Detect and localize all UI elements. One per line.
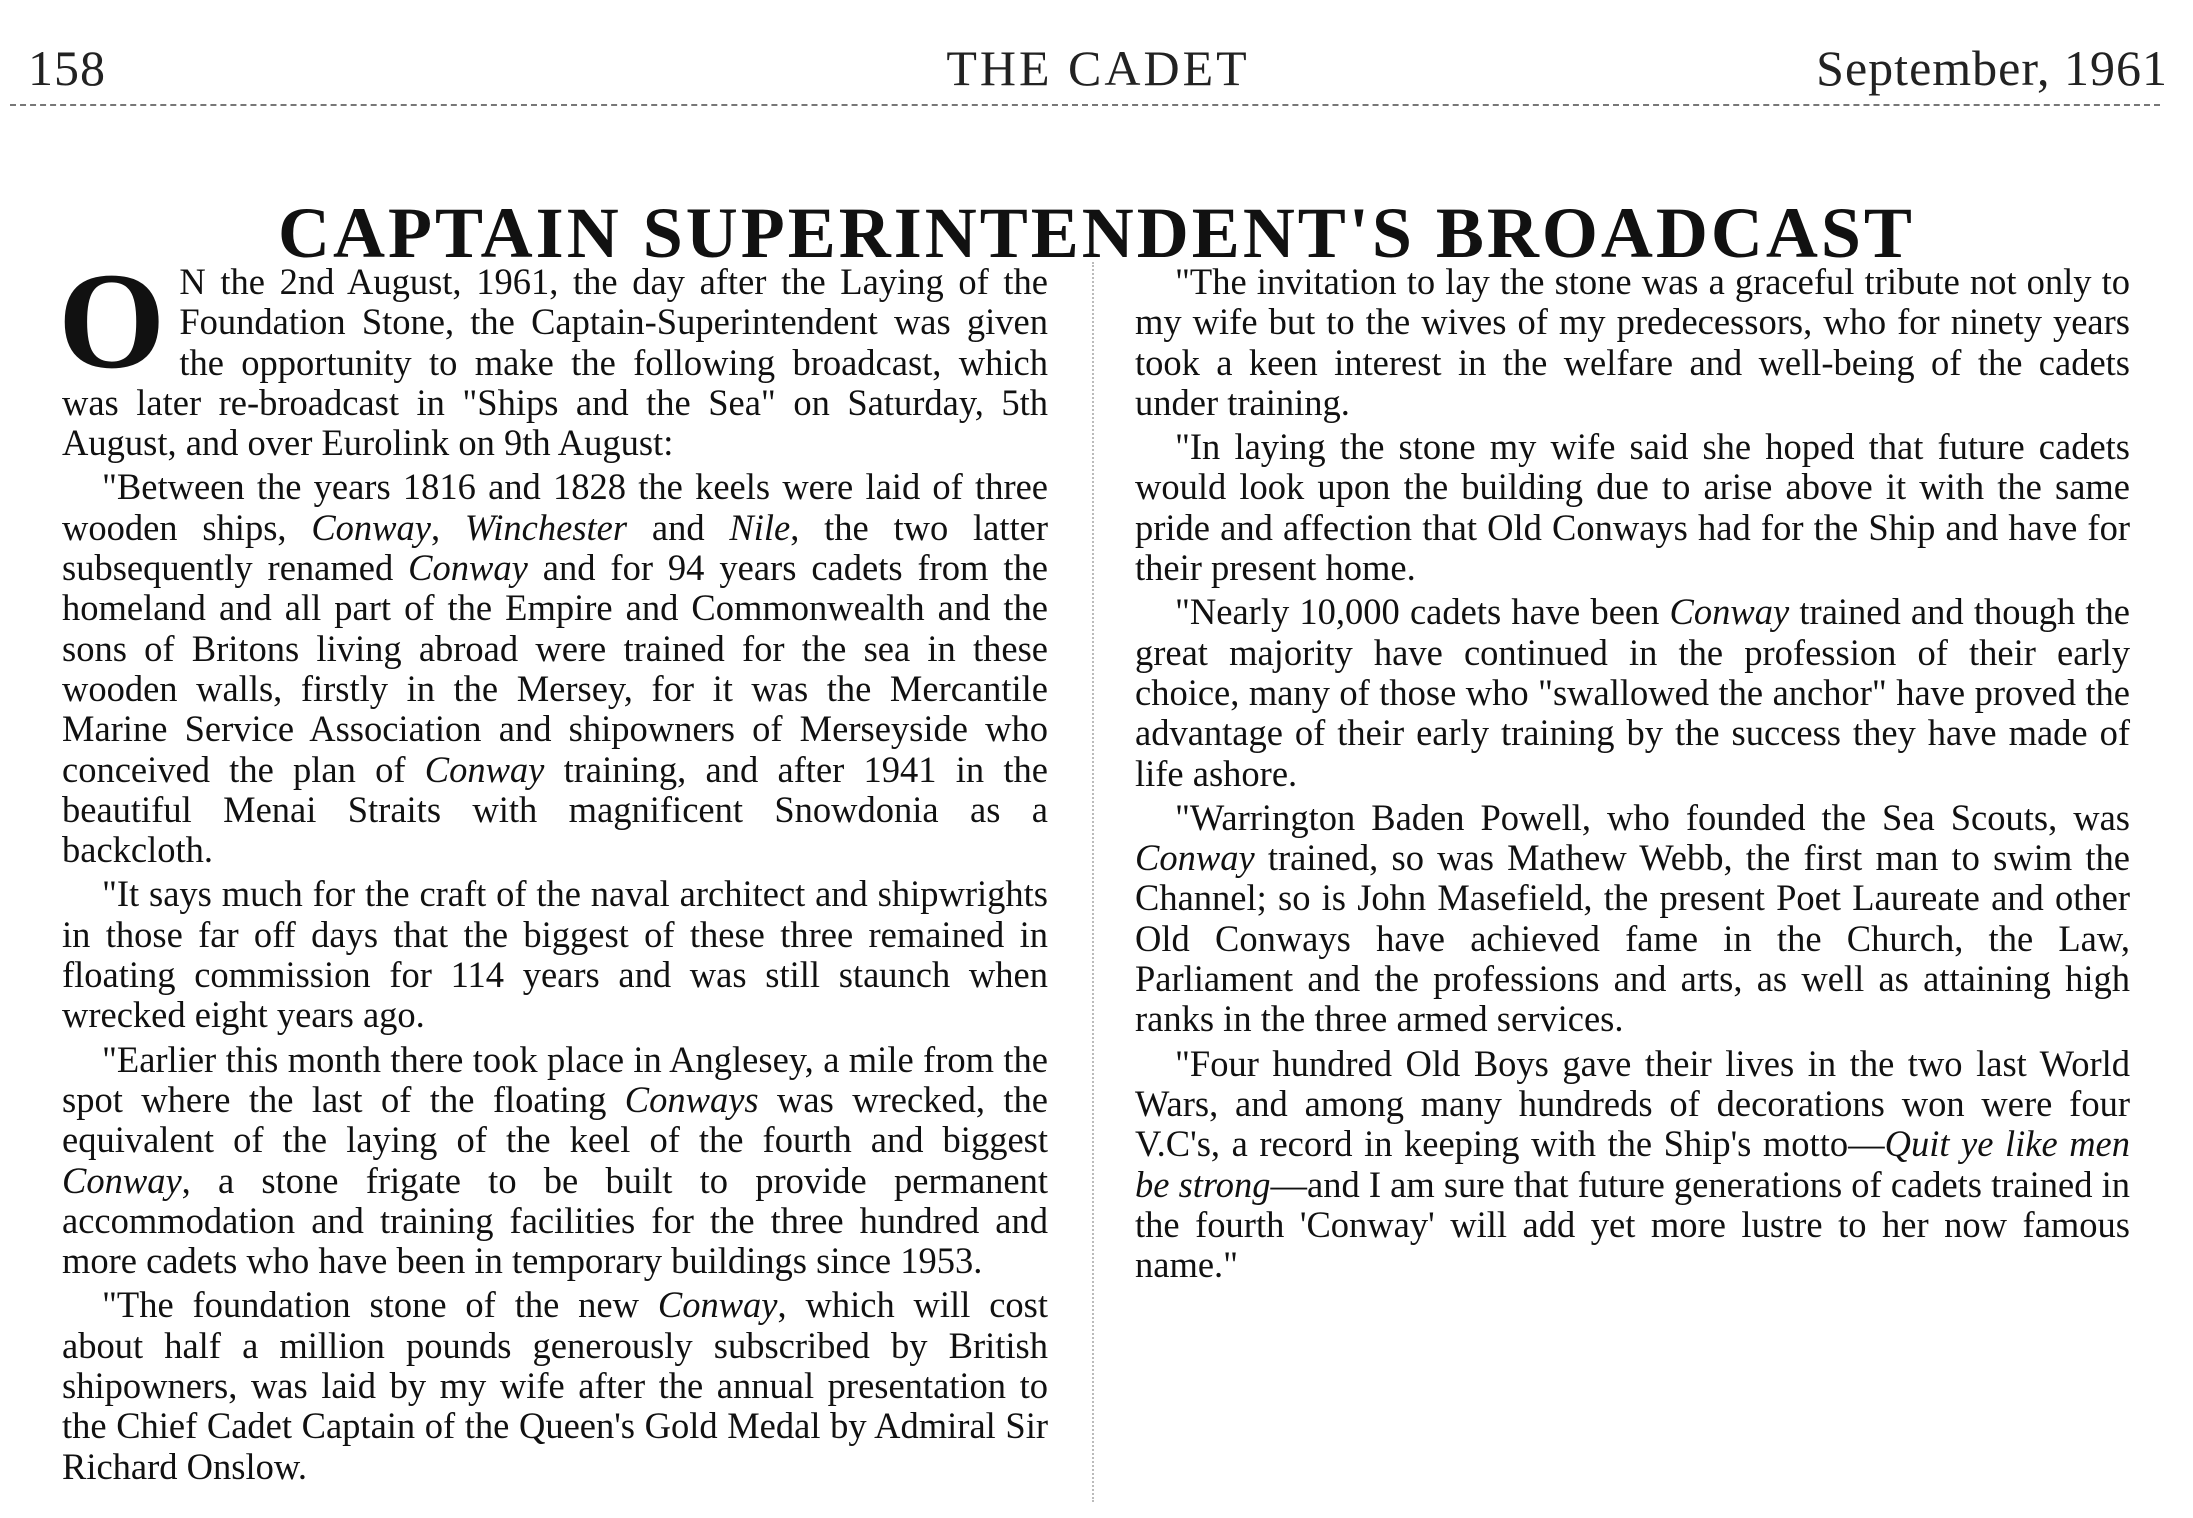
paragraph-ten-thousand-cadets bbox=[1135, 592, 2130, 793]
article-title: CAPTAIN SUPERINTENDENT'S BROADCAST bbox=[278, 193, 1915, 274]
text-segment: , bbox=[430, 506, 465, 548]
issue-date: September, 1961 bbox=[1816, 40, 2168, 96]
drop-cap: O bbox=[58, 244, 166, 397]
text-segment: "Four hundred Old Boys gave their lives in the two last World Wars, and among many hundreds of decorations won were four V.C's, a record in keeping with the Ship's motto— bbox=[1135, 1042, 2130, 1165]
text-segment: , a stone frigate to be built to provide permanent accommodation and training facilities for the three hundred and more cadets who have been in temporary buildings since 1953. bbox=[62, 1159, 1048, 1282]
text-segment: , the two latter subsequently renamed bbox=[62, 506, 1048, 589]
intro-text: N the 2nd August, 1961, the day after the Laying of the Foundation Stone, the Captain-Superintendent was given the opportunity to make the following broadcast, which was later re-broadcast in "Ships and the Sea" on Saturday, 5th August, and over Eurolink on 9th August: bbox=[62, 261, 1048, 464]
paragraph-foundation-stone bbox=[62, 1285, 1048, 1486]
paragraph-invitation: "The invitation to lay the stone was a graceful tribute not only to my wife but to the wives of my predecessors, who for ninety years took a keen interest in the welfare and well-being of the cadets under training. bbox=[1135, 261, 2130, 423]
paragraph-wooden-ships bbox=[62, 467, 1048, 870]
ship-name: Conway bbox=[657, 1284, 778, 1326]
text-segment: and for 94 years cadets from the homeland and all part of the Empire and Commonwealth and the sons of Britons living abroad were trained for the sea in these wooden walls, firstly in the Mersey, for it was the Mercantile Marine Service Association and shipowners of Merseyside who conceived the plan of bbox=[62, 547, 1048, 790]
paragraph-old-boys bbox=[1135, 1044, 2130, 1286]
ship-name: Nile bbox=[729, 506, 791, 548]
text-segment: was wrecked, the equivalent of the laying of the keel of the fourth and biggest bbox=[62, 1078, 1048, 1161]
text-segment: , which will cost about half a million pounds generously subscribed by British shipowners, was laid by my wife after the annual presentation to the Chief Cadet Captain of the Queen's Gold Medal by Admiral Sir Richard Onslow. bbox=[62, 1284, 1049, 1487]
page-number: 158 bbox=[28, 40, 106, 96]
text-segment: "Earlier this month there took place in Anglesey, a mile from the spot where the last of the floating bbox=[62, 1038, 1048, 1120]
ship-name: Conway bbox=[62, 1159, 182, 1201]
right-column bbox=[1135, 262, 2130, 1289]
header-rule bbox=[10, 104, 2160, 106]
text-segment: trained, so was Mathew Webb, the first man to swim the Channel; so is John Masefield, the present Poet Laureate and other Old Conways have achieved fame in the Church, the Law, Parliament and the professions and arts, as well as attaining high ranks in the three armed services. bbox=[1135, 837, 2130, 1040]
column-divider bbox=[1092, 262, 1094, 1502]
paragraph-famous-old-conways bbox=[1135, 798, 2130, 1040]
ship-name: Conway bbox=[1135, 837, 1255, 879]
paragraph-laying-stone: "In laying the stone my wife said she hoped that future cadets would look upon the building due to arise above it with the same pride and affection that Old Conways had for the Ship and have for their present home. bbox=[1135, 426, 2130, 589]
ship-motto: Quit ye like men be strong bbox=[1135, 1123, 2131, 1205]
text-segment: —and I am sure that future generations of cadets trained in the fourth 'Conway' will add yet more lustre to her now famous name." bbox=[1135, 1163, 2130, 1286]
left-column bbox=[58, 244, 1049, 1491]
ship-name: Conway bbox=[424, 748, 545, 790]
text-segment: trained and though the great majority have continued in the profession of their early choice, many of those who "swallowed the anchor" have proved the advantage of their early training by the success they have made of life ashore. bbox=[1135, 591, 2130, 794]
paragraph-intro bbox=[58, 244, 1048, 464]
text-segment: training, and after 1941 in the beautiful Menai Straits with magnificent Snowdonia as a backcloth. bbox=[62, 748, 1049, 871]
ship-name: Conway bbox=[311, 506, 431, 548]
ship-name: Conway bbox=[1669, 591, 1790, 633]
paragraph-anglesey bbox=[62, 1040, 1048, 1282]
text-segment: "Warrington Baden Powell, who founded the Sea Scouts, was bbox=[1175, 796, 2130, 838]
paragraph-naval-architect: "It says much for the craft of the naval architect and shipwrights in those far off days that the biggest of these three remained in floating commission for 114 years and was still staunch when wrecked eight years ago. bbox=[62, 873, 1048, 1036]
ship-name: Winchester bbox=[464, 506, 628, 548]
text-segment: "Between the years 1816 and 1828 the keels were laid of three wooden ships, bbox=[62, 466, 1048, 548]
journal-title: THE CADET bbox=[946, 40, 1250, 96]
text-segment: and bbox=[627, 506, 730, 548]
ship-name: Conway bbox=[408, 547, 528, 589]
ship-name: Conways bbox=[624, 1078, 759, 1120]
running-header bbox=[28, 38, 2168, 98]
text-segment: "The foundation stone of the new bbox=[102, 1284, 658, 1326]
text-segment: "Nearly 10,000 cadets have been bbox=[1175, 591, 1670, 633]
